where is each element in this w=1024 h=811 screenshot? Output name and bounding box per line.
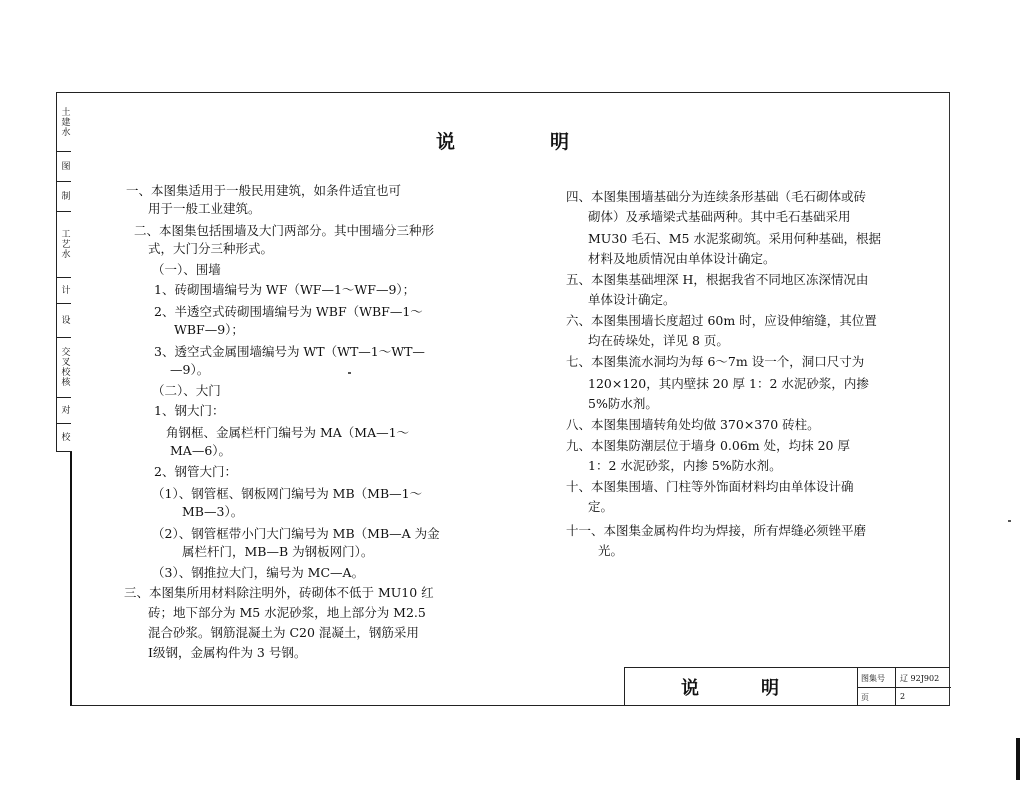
text-line: 光。	[598, 543, 624, 558]
strip-cell	[57, 423, 71, 451]
text-line: 3、透空式金属围墙编号为 WT（WT—1～WT—	[154, 344, 425, 359]
page-row	[858, 687, 951, 706]
atlas-value: 辽 92J902	[900, 674, 940, 683]
text-line: 混合砂浆。钢筋混凝土为 C20 混凝土，钢筋采用	[148, 625, 419, 640]
text-line: Ⅰ级钢，金属构件为 3 号钢。	[148, 645, 307, 660]
page-title: 说 明	[436, 131, 608, 153]
text-line: 八、本图集围墙转角处均做 370×370 砖柱。	[566, 417, 820, 432]
text-line: 七、本图集流水洞均为每 6～7m 设一个，洞口尺寸为	[566, 354, 865, 369]
text-line: 九、本图集防潮层位于墙身 0.06m 处，均抹 20 厚	[566, 438, 850, 453]
text-line: WBF—9）；	[174, 322, 244, 337]
strip-cell	[57, 397, 71, 424]
scan-speck	[348, 372, 351, 374]
text-line: 均在砖垛处，详见 8 页。	[588, 333, 729, 348]
strip-label: 校	[59, 432, 70, 442]
text-line: （2）、钢管框带小门大门编号为 MB（MB—A 为金	[152, 526, 440, 541]
text-line: 三、本图集所用材料除注明外，砖砌体不低于 MU10 红	[124, 585, 434, 600]
strip-cell	[57, 211, 71, 278]
strip-label: 交叉校核	[59, 347, 70, 387]
text-line: MA—6）。	[170, 443, 232, 458]
title-block	[624, 667, 950, 706]
strip-label: 土建水	[59, 107, 70, 137]
text-line: 五、本图集基础埋深 H，根据我省不同地区冻深情况由	[566, 272, 869, 287]
text-line: 四、本图集围墙基础分为连续条形基础（毛石砌体或砖	[566, 189, 867, 204]
text-line: 属栏杆门，MB—B 为钢板网门）。	[182, 544, 374, 559]
signature-strip	[56, 92, 72, 452]
strip-label: 工艺水	[59, 229, 70, 259]
strip-cell	[57, 337, 71, 398]
text-line: （3）、钢推拉大门，编号为 MC—A。	[152, 565, 365, 580]
strip-label: 计	[59, 285, 70, 295]
text-line: 1、砖砌围墙编号为 WF（WF—1～WF—9）；	[154, 282, 416, 297]
text-line: 定。	[588, 499, 614, 514]
text-line: 材料及地质情况由单体设计确定。	[588, 251, 776, 266]
text-line: 十一、本图集金属构件均为焊接，所有焊缝必须锉平磨	[566, 523, 867, 538]
strip-cell	[57, 93, 71, 152]
strip-label: 制	[59, 191, 70, 201]
text-line: 角钢框、金属栏杆门编号为 MA（MA—1～	[166, 425, 410, 440]
strip-cell	[57, 181, 71, 212]
text-line: 5%防水剂。	[588, 396, 658, 411]
text-line: （一）、围墙	[152, 262, 221, 277]
text-line: 1、钢大门：	[154, 403, 225, 418]
strip-cell	[57, 303, 71, 338]
text-line: 十、本图集围墙、门柱等外饰面材料均由单体设计确	[566, 479, 854, 494]
page-value: 2	[900, 692, 906, 701]
text-line: 二、本图集包括围墙及大门两部分。其中围墙分三种形	[134, 223, 435, 238]
text-line: MU30 毛石、M5 水泥浆砌筑。采用何种基础，根据	[588, 231, 881, 246]
strip-cell	[57, 277, 71, 304]
strip-label: 图	[59, 161, 70, 171]
scan-edge-mark	[1016, 738, 1020, 780]
atlas-row	[858, 668, 951, 688]
scan-speck	[1008, 520, 1011, 522]
title-block-grid	[857, 668, 951, 706]
text-line: 单体设计确定。	[588, 292, 676, 307]
text-line: （1）、钢管框、钢板网门编号为 MB（MB—1～	[152, 486, 423, 501]
text-line: 砌体）及承墙梁式基础两种。其中毛石基础采用	[588, 209, 851, 224]
text-line: 1：2 水泥砂浆，内掺 5%防水剂。	[588, 458, 782, 473]
strip-cell	[57, 151, 71, 182]
strip-label: 设	[59, 315, 70, 325]
strip-label: 对	[59, 405, 70, 415]
page-label: 页	[861, 693, 869, 702]
text-line: 2、半透空式砖砌围墙编号为 WBF（WBF—1～	[154, 304, 423, 319]
text-line: 式，大门分三种形式。	[148, 241, 274, 256]
atlas-label: 图集号	[861, 674, 885, 683]
title-block-name: 说 明	[681, 678, 801, 699]
text-line: 2、钢管大门：	[154, 464, 237, 479]
text-line: 用于一般工业建筑。	[148, 201, 261, 216]
text-line: 六、本图集围墙长度超过 60m 时，应设伸缩缝，其位置	[566, 313, 877, 328]
text-line: 砖；地下部分为 M5 水泥砂浆，地上部分为 M2.5	[148, 605, 426, 620]
text-line: 120×120，其内壁抹 20 厚 1：2 水泥砂浆，内掺	[588, 376, 869, 391]
text-line: —9）。	[170, 362, 210, 377]
text-line: 一、本图集适用于一般民用建筑，如条件适宜也可	[126, 183, 402, 198]
text-line: （二）、大门	[152, 383, 221, 398]
text-line: MB—3）。	[182, 504, 244, 519]
